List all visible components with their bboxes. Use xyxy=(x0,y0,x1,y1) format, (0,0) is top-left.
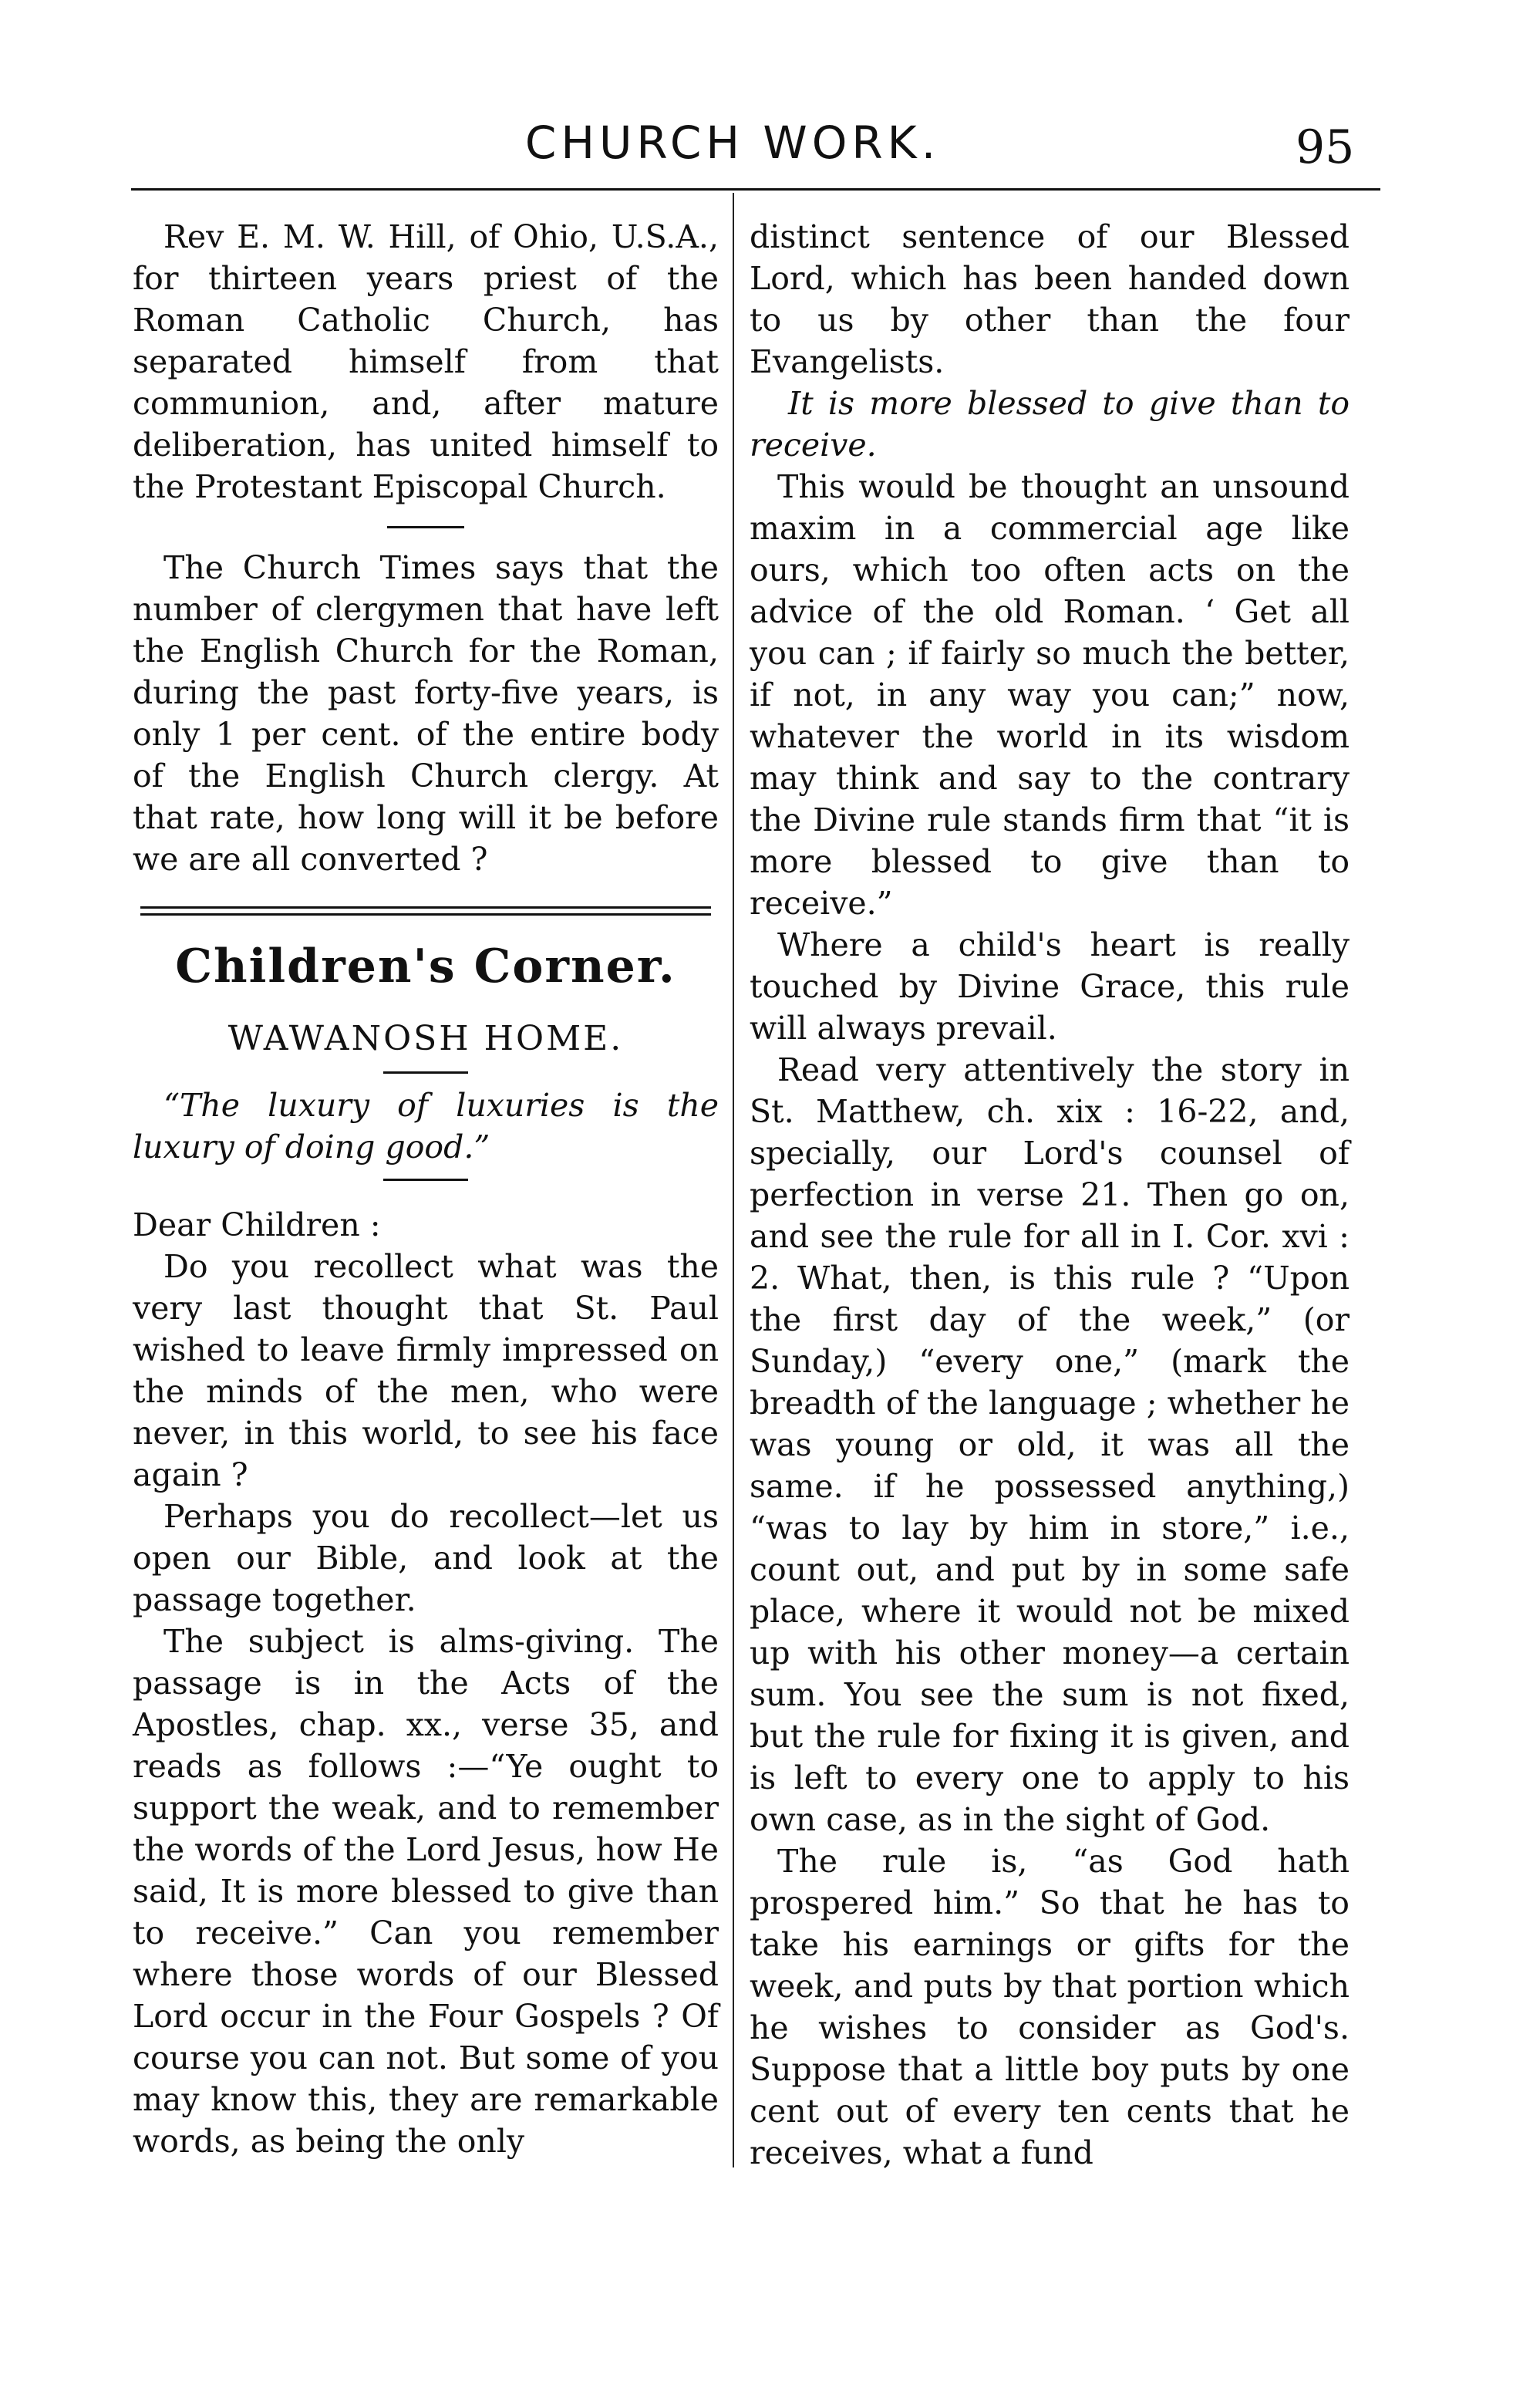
motto: “The luxury of luxuries is the luxury of doing good.” xyxy=(133,1087,719,1166)
scripture-quote: It is more blessed to give than to receive. xyxy=(750,385,1350,464)
paragraph: Read very attentively the story in St. Matthew, ch. xix : 16-22, and, specially, our Lord's counsel of perfection in verse 21. Then go on, and see the rule for all in I. Cor. xvi : 2. What, then, is this rule ? “Upon the first day of the week,” (or Sunday,) “every one,” (mark the breadth of the language ; whether he was young or old, it was all the same. if he possessed anything,) “was to lay by him in store,” i.e., count out, and put by in some safe place, where it would not be mixed up with his other money—a certain sum. You see the sum is not fixed, but the rule for fixing it is given, and is left to every one to apply to his own case, as in the sight of God. xyxy=(750,1051,1350,1838)
right-column xyxy=(750,216,1350,2174)
salutation: Dear Children : xyxy=(133,1206,381,1243)
header-rule xyxy=(131,188,1380,191)
title-rule xyxy=(383,1071,468,1074)
paragraph: Do you recollect what was the very last thought that St. Paul wished to leave firmly impressed on the minds of the men, who were never, in this world, to see his face again ? xyxy=(133,1248,719,1493)
column-divider xyxy=(733,193,734,2167)
running-title: CHURCH WORK. xyxy=(524,116,941,169)
page-header xyxy=(0,116,1540,177)
notice-church-times: The Church Times says that the number of clergymen that have left the English Church for the Roman, during the past forty-five years, is only 1 per cent. of the entire body of the English Church clergy. At that rate, how long will it be before we are all converted ? xyxy=(133,549,719,878)
paragraph: distinct sentence of our Blessed Lord, which has been handed down to us by other than the four Evangelists. xyxy=(750,218,1350,380)
paragraph: The subject is alms-giving. The passage is in the Acts of the Apostles, chap. xx., verse 35, and reads as follows :—“Ye ought to support the weak, and to remember the words of the Lord Jesus, how He said, It is more blessed to give than to receive.” Can you remember where those words of our Blessed Lord occur in the Four Gospels ? Of course you can not. But some of you may know this, they are remarkable words, as being the only xyxy=(133,1623,719,2160)
motto-rule xyxy=(383,1179,468,1181)
paragraph: This would be thought an unsound maxim in a commercial age like ours, which too often acts on the advice of the old Roman. ‘ Get all you can ; if fairly so much the better, if not, in any way you can;” now, whatever the world in its wisdom may think and say to the contrary the Divine rule stands firm that “it is more blessed to give than to receive.” xyxy=(750,468,1350,922)
double-rule xyxy=(140,906,711,916)
notice-hill: Rev E. M. W. Hill, of Ohio, U.S.A., for thirteen years priest of the Roman Catholic Church, has separated himself from that communion, and, after mature deliberation, has united himself to the Protestant Episcopal Church. xyxy=(133,218,719,505)
paragraph: Where a child's heart is really touched by Divine Grace, this rule will always prevail. xyxy=(750,926,1350,1047)
article-title: WAWANOSH HOME. xyxy=(227,1019,624,1058)
paragraph: Perhaps you do recollect—let us open our Bible, and look at the passage together. xyxy=(133,1498,719,1618)
paragraph: The rule is, “as God hath prospered him.” So that he has to take his earnings or gifts for the week, and puts by that portion which he wishes to consider as God's. Suppose that a little boy puts by one cent out of every ten cents that he receives, what a fund xyxy=(750,1843,1350,2171)
separator-rule xyxy=(387,526,464,528)
left-column xyxy=(133,216,719,2162)
section-heading: Children's Corner. xyxy=(175,939,676,993)
page-number: 95 xyxy=(1296,120,1355,174)
